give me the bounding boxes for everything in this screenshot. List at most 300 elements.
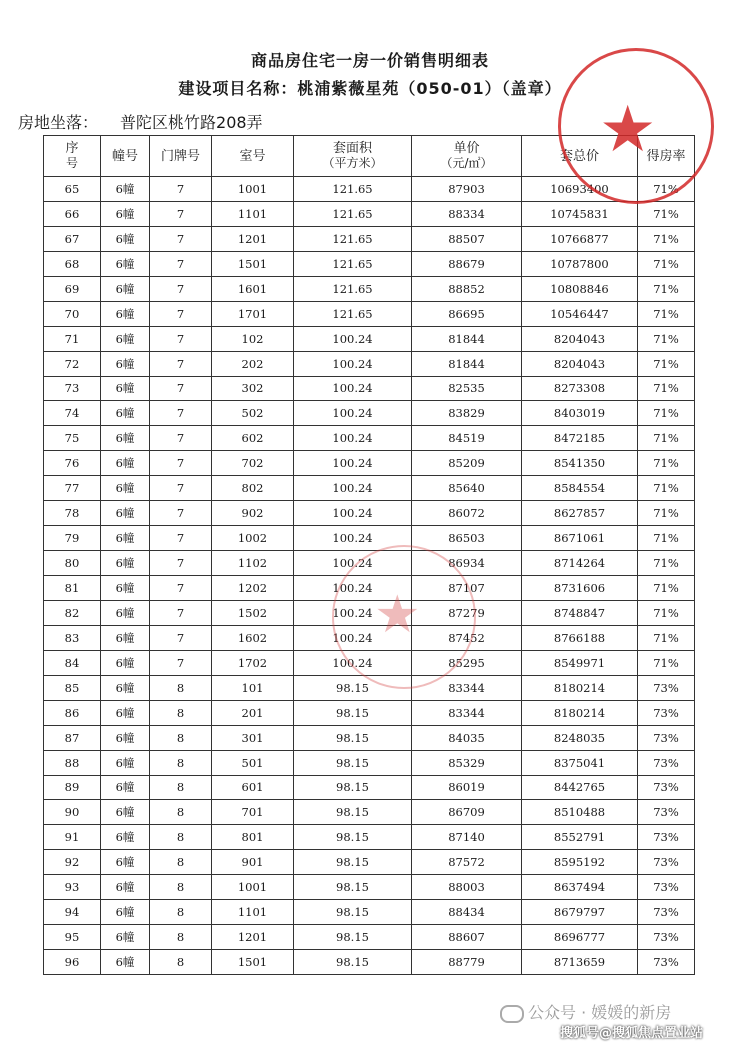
table-row [44,725,695,750]
ratio-cell: 71% [638,600,695,625]
building-cell: 6幢 [101,800,150,825]
room-cell: 302 [212,376,294,401]
seq-cell: 80 [44,551,101,576]
total-price-cell: 8584554 [522,476,638,501]
room-cell: 202 [212,351,294,376]
table-row [44,900,695,925]
ratio-cell: 71% [638,451,695,476]
unit-price-cell: 87452 [412,625,522,650]
door-cell: 7 [150,376,212,401]
ratio-cell: 73% [638,675,695,700]
room-cell: 801 [212,825,294,850]
total-price-cell: 8595192 [522,850,638,875]
ratio-cell: 71% [638,226,695,251]
seq-cell: 95 [44,925,101,950]
ratio-cell: 71% [638,177,695,202]
ratio-cell: 73% [638,800,695,825]
door-cell: 8 [150,825,212,850]
total-price-cell: 8679797 [522,900,638,925]
unit-price-cell: 88334 [412,201,522,226]
unit-price-cell: 86019 [412,775,522,800]
column-header-sublabel: （平方米） [322,156,383,170]
ratio-cell: 73% [638,900,695,925]
room-cell: 1501 [212,251,294,276]
table-row [44,775,695,800]
ratio-cell: 71% [638,351,695,376]
door-cell: 7 [150,251,212,276]
column-header [212,136,294,177]
table-row [44,950,695,975]
building-cell: 6幢 [101,825,150,850]
room-cell: 1502 [212,600,294,625]
door-cell: 7 [150,426,212,451]
table-row [44,451,695,476]
door-cell: 7 [150,326,212,351]
column-header [522,136,638,177]
door-cell: 7 [150,600,212,625]
table-row [44,825,695,850]
ratio-cell: 71% [638,551,695,576]
table-row [44,526,695,551]
building-cell: 6幢 [101,326,150,351]
building-cell: 6幢 [101,551,150,576]
seq-cell: 68 [44,251,101,276]
ratio-cell: 71% [638,576,695,601]
area-cell: 100.24 [294,600,412,625]
total-price-cell: 10693400 [522,177,638,202]
unit-price-cell: 88779 [412,950,522,975]
door-cell: 7 [150,501,212,526]
unit-price-cell: 87107 [412,576,522,601]
area-cell: 100.24 [294,426,412,451]
seq-cell: 93 [44,875,101,900]
area-cell: 98.15 [294,925,412,950]
door-cell: 7 [150,576,212,601]
total-price-cell: 8204043 [522,351,638,376]
area-cell: 100.24 [294,351,412,376]
ratio-cell: 71% [638,276,695,301]
total-price-cell: 10787800 [522,251,638,276]
location-value: 普陀区桃竹路208弄 [120,113,263,132]
building-cell: 6幢 [101,950,150,975]
unit-price-cell: 85209 [412,451,522,476]
building-cell: 6幢 [101,301,150,326]
area-cell: 121.65 [294,226,412,251]
ratio-cell: 71% [638,376,695,401]
table-row [44,925,695,950]
unit-price-cell: 85329 [412,750,522,775]
room-cell: 802 [212,476,294,501]
door-cell: 7 [150,451,212,476]
room-cell: 1702 [212,650,294,675]
area-cell: 121.65 [294,177,412,202]
unit-price-cell: 87572 [412,850,522,875]
building-cell: 6幢 [101,850,150,875]
seq-cell: 94 [44,900,101,925]
ratio-cell: 71% [638,201,695,226]
ratio-cell: 71% [638,426,695,451]
ratio-cell: 73% [638,725,695,750]
column-header-label: 序 [65,141,79,156]
table-row [44,700,695,725]
room-cell: 1101 [212,900,294,925]
ratio-cell: 71% [638,326,695,351]
building-cell: 6幢 [101,750,150,775]
unit-price-cell: 83344 [412,700,522,725]
table-row [44,376,695,401]
area-cell: 98.15 [294,675,412,700]
unit-price-cell: 81844 [412,351,522,376]
seq-cell: 69 [44,276,101,301]
seq-cell: 79 [44,526,101,551]
room-cell: 501 [212,750,294,775]
building-cell: 6幢 [101,775,150,800]
ratio-cell: 73% [638,950,695,975]
area-cell: 100.24 [294,451,412,476]
door-cell: 8 [150,775,212,800]
total-price-cell: 8637494 [522,875,638,900]
room-cell: 1002 [212,526,294,551]
unit-price-cell: 88003 [412,875,522,900]
column-header [150,136,212,177]
door-cell: 8 [150,900,212,925]
table-row [44,251,695,276]
room-cell: 1601 [212,276,294,301]
door-cell: 7 [150,301,212,326]
ratio-cell: 71% [638,301,695,326]
building-cell: 6幢 [101,625,150,650]
room-cell: 201 [212,700,294,725]
building-cell: 6幢 [101,251,150,276]
building-cell: 6幢 [101,925,150,950]
total-price-cell: 8472185 [522,426,638,451]
room-cell: 502 [212,401,294,426]
seq-cell: 75 [44,426,101,451]
table-body [44,177,695,975]
door-cell: 7 [150,476,212,501]
building-cell: 6幢 [101,526,150,551]
seq-cell: 84 [44,650,101,675]
building-cell: 6幢 [101,725,150,750]
seq-cell: 66 [44,201,101,226]
seq-cell: 90 [44,800,101,825]
room-cell: 701 [212,800,294,825]
building-cell: 6幢 [101,650,150,675]
ratio-cell: 73% [638,775,695,800]
seq-cell: 89 [44,775,101,800]
area-cell: 100.24 [294,326,412,351]
door-cell: 8 [150,850,212,875]
unit-price-cell: 84035 [412,725,522,750]
seq-cell: 70 [44,301,101,326]
location-label: 房地坐落： [18,113,99,132]
wechat-icon [500,1005,524,1023]
area-cell: 121.65 [294,301,412,326]
area-cell: 121.65 [294,276,412,301]
door-cell: 8 [150,925,212,950]
door-cell: 7 [150,650,212,675]
star-icon: ★ [599,93,657,167]
location-line [18,110,263,133]
seq-cell: 85 [44,675,101,700]
source-watermark: 搜狐号@搜狐焦点置业站 [560,1026,704,1041]
seq-cell: 92 [44,850,101,875]
total-price-cell: 10745831 [522,201,638,226]
building-cell: 6幢 [101,675,150,700]
door-cell: 7 [150,276,212,301]
column-header-label: 幢号 [111,148,138,164]
column-header-sublabel: 号 [65,156,78,170]
unit-price-cell: 88607 [412,925,522,950]
seq-cell: 87 [44,725,101,750]
room-cell: 101 [212,675,294,700]
table-row [44,476,695,501]
unit-price-cell: 86934 [412,551,522,576]
room-cell: 901 [212,850,294,875]
seq-cell: 73 [44,376,101,401]
area-cell: 121.65 [294,201,412,226]
building-cell: 6幢 [101,451,150,476]
door-cell: 7 [150,201,212,226]
unit-price-cell: 87140 [412,825,522,850]
unit-price-cell: 87903 [412,177,522,202]
total-price-cell: 8204043 [522,326,638,351]
total-price-cell: 8671061 [522,526,638,551]
building-cell: 6幢 [101,276,150,301]
sales-table [43,135,695,975]
table-row [44,600,695,625]
total-price-cell: 8273308 [522,376,638,401]
ratio-cell: 71% [638,476,695,501]
unit-price-cell: 86072 [412,501,522,526]
building-cell: 6幢 [101,226,150,251]
door-cell: 7 [150,351,212,376]
unit-price-cell: 88507 [412,226,522,251]
ratio-cell: 71% [638,401,695,426]
total-price-cell: 8713659 [522,950,638,975]
room-cell: 1001 [212,177,294,202]
seq-cell: 78 [44,501,101,526]
seq-cell: 72 [44,351,101,376]
unit-price-cell: 83344 [412,675,522,700]
room-cell: 1201 [212,226,294,251]
room-cell: 602 [212,426,294,451]
building-cell: 6幢 [101,576,150,601]
unit-price-cell: 86695 [412,301,522,326]
column-header-label: 套总价 [559,148,599,164]
table-row [44,226,695,251]
building-cell: 6幢 [101,600,150,625]
total-price-cell: 8552791 [522,825,638,850]
total-price-cell: 8375041 [522,750,638,775]
area-cell: 100.24 [294,501,412,526]
building-cell: 6幢 [101,376,150,401]
door-cell: 7 [150,625,212,650]
area-cell: 100.24 [294,526,412,551]
unit-price-cell: 86503 [412,526,522,551]
column-header-sublabel: （元/㎡） [440,156,493,170]
room-cell: 1501 [212,950,294,975]
table-row [44,875,695,900]
door-cell: 8 [150,800,212,825]
door-cell: 8 [150,950,212,975]
total-price-cell: 10766877 [522,226,638,251]
table-row [44,401,695,426]
seq-cell: 74 [44,401,101,426]
seq-cell: 81 [44,576,101,601]
total-price-cell: 8748847 [522,600,638,625]
seq-cell: 76 [44,451,101,476]
area-cell: 98.15 [294,900,412,925]
unit-price-cell: 88679 [412,251,522,276]
area-cell: 121.65 [294,251,412,276]
room-cell: 601 [212,775,294,800]
table-row [44,501,695,526]
total-price-cell: 8549971 [522,650,638,675]
seq-cell: 82 [44,600,101,625]
unit-price-cell: 88434 [412,900,522,925]
building-cell: 6幢 [101,875,150,900]
seq-cell: 88 [44,750,101,775]
column-header-label: 室号 [239,148,266,164]
unit-price-cell: 84519 [412,426,522,451]
building-cell: 6幢 [101,700,150,725]
area-cell: 100.24 [294,551,412,576]
watermark-text: 公众号 · 媛媛的新房 [528,1003,672,1022]
building-cell: 6幢 [101,201,150,226]
table-row [44,351,695,376]
ratio-cell: 73% [638,875,695,900]
column-header-label: 门牌号 [160,148,200,164]
table-row [44,625,695,650]
building-cell: 6幢 [101,351,150,376]
area-cell: 98.15 [294,850,412,875]
total-price-cell: 8696777 [522,925,638,950]
area-cell: 100.24 [294,576,412,601]
building-cell: 6幢 [101,900,150,925]
table-header-row [44,136,695,177]
table-row [44,850,695,875]
area-cell: 98.15 [294,950,412,975]
area-cell: 98.15 [294,825,412,850]
building-cell: 6幢 [101,401,150,426]
area-cell: 98.15 [294,800,412,825]
unit-price-cell: 82535 [412,376,522,401]
table-row [44,326,695,351]
door-cell: 7 [150,526,212,551]
ratio-cell: 71% [638,251,695,276]
column-header [44,136,101,177]
ratio-cell: 71% [638,501,695,526]
room-cell: 902 [212,501,294,526]
room-cell: 1201 [212,925,294,950]
table-row [44,301,695,326]
table-row [44,675,695,700]
door-cell: 8 [150,725,212,750]
door-cell: 7 [150,551,212,576]
column-header-label: 单价 [453,141,480,156]
total-price-cell: 8248035 [522,725,638,750]
ratio-cell: 73% [638,925,695,950]
door-cell: 7 [150,177,212,202]
area-cell: 100.24 [294,650,412,675]
project-name: 建设项目名称：桃浦紫薇星苑（050-01）（盖章） [178,79,562,98]
total-price-cell: 8180214 [522,675,638,700]
ratio-cell: 71% [638,526,695,551]
room-cell: 1001 [212,875,294,900]
total-price-cell: 8731606 [522,576,638,601]
room-cell: 301 [212,725,294,750]
total-price-cell: 8442765 [522,775,638,800]
door-cell: 7 [150,401,212,426]
area-cell: 100.24 [294,376,412,401]
door-cell: 8 [150,875,212,900]
building-cell: 6幢 [101,177,150,202]
ratio-cell: 73% [638,750,695,775]
room-cell: 702 [212,451,294,476]
total-price-cell: 8766188 [522,625,638,650]
total-price-cell: 8180214 [522,700,638,725]
column-header [412,136,522,177]
seq-cell: 91 [44,825,101,850]
total-price-cell: 8541350 [522,451,638,476]
room-cell: 1102 [212,551,294,576]
column-header [294,136,412,177]
area-cell: 100.24 [294,476,412,501]
seq-cell: 96 [44,950,101,975]
table-row [44,650,695,675]
table-row [44,551,695,576]
ratio-cell: 73% [638,850,695,875]
total-price-cell: 10546447 [522,301,638,326]
unit-price-cell: 81844 [412,326,522,351]
table-row [44,276,695,301]
unit-price-cell: 87279 [412,600,522,625]
seq-cell: 86 [44,700,101,725]
room-cell: 1202 [212,576,294,601]
area-cell: 98.15 [294,775,412,800]
building-cell: 6幢 [101,501,150,526]
seq-cell: 71 [44,326,101,351]
seq-cell: 67 [44,226,101,251]
area-cell: 98.15 [294,750,412,775]
unit-price-cell: 85640 [412,476,522,501]
ratio-cell: 71% [638,625,695,650]
unit-price-cell: 86709 [412,800,522,825]
unit-price-cell: 83829 [412,401,522,426]
total-price-cell: 8627857 [522,501,638,526]
total-price-cell: 10808846 [522,276,638,301]
unit-price-cell: 88852 [412,276,522,301]
unit-price-cell: 85295 [412,650,522,675]
ratio-cell: 73% [638,825,695,850]
seq-cell: 65 [44,177,101,202]
room-cell: 1701 [212,301,294,326]
ratio-cell: 71% [638,650,695,675]
table-row [44,201,695,226]
door-cell: 8 [150,750,212,775]
room-cell: 102 [212,326,294,351]
seq-cell: 77 [44,476,101,501]
area-cell: 100.24 [294,401,412,426]
star-icon: ★ [374,585,421,645]
watermark [500,1000,671,1023]
total-price-cell: 8403019 [522,401,638,426]
table-row [44,576,695,601]
door-cell: 8 [150,700,212,725]
column-header-label: 得房率 [646,148,686,164]
column-header [101,136,150,177]
